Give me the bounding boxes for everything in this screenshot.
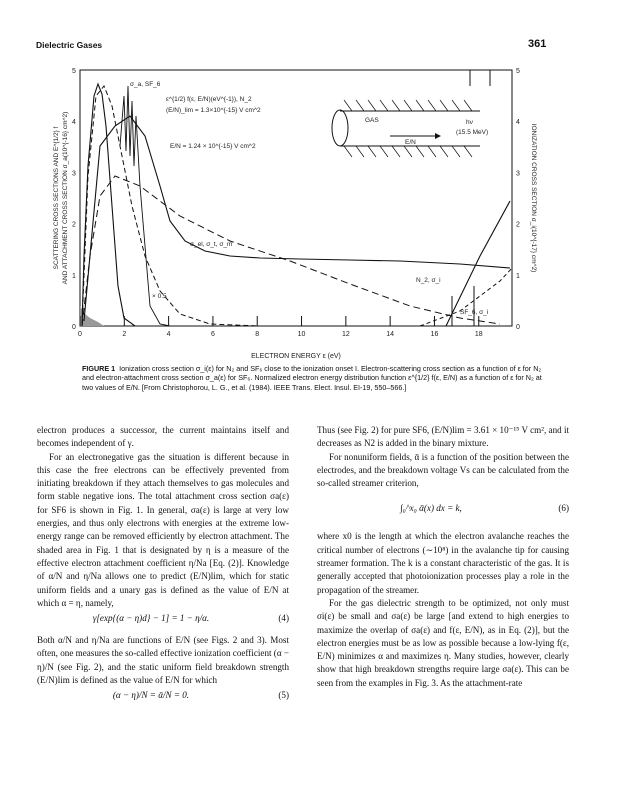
equation-4 <box>37 612 289 632</box>
x-tick-label: 10 <box>297 331 306 338</box>
y-tick-label-right: 2 <box>516 221 520 229</box>
label-el: E/N <box>405 139 416 146</box>
equation-number: (4) <box>278 613 289 624</box>
label-f1: ε^{1/2} f(ε, E/N)(eV^{-1}), N_2 <box>166 96 252 103</box>
figure-caption <box>82 364 552 392</box>
paragraph: For the gas dielectric strength to be optimized, not only must σi(ε) be small and σa(ε) be large [and extend to high energies to maximize the overlap of σa(ε) and f(ε, E/N), as in Eq. (2)], but the electron energies must be as low as possible because a low-lying f(ε, E/N) minimizes α and maximizes η. Many studies, however, clearly show that high breakdown strengths require large σa(ε). This can be seen from the examples in Fig. 3. As the attachment-rate <box>317 597 569 688</box>
y-tick-label-right: 5 <box>516 68 520 75</box>
y-tick-label-right: 0 <box>516 324 520 331</box>
x-tick-label: 18 <box>474 331 483 338</box>
equation-body: ∫₀^x₀ ᾱ(x) dx = k, <box>400 503 462 514</box>
x-tick-label: 4 <box>166 331 171 338</box>
x-tick-label: 0 <box>78 331 82 338</box>
label-f2: E/N = 1.24 × 10^{-15} V cm^2 <box>170 143 256 150</box>
equation-6 <box>317 492 569 528</box>
paragraph: electron produces a successor, the current maintains itself and becomes independent of γ. <box>37 425 289 449</box>
label-gas: GAS <box>365 117 379 124</box>
y-axis-label-2: AND ATTACHMENT CROSS SECTION σ_a(10^{-16} cm^2) <box>62 111 69 285</box>
equation-body: γ[exp{(α − η)d} − 1] = 1 − η/α. <box>92 613 210 624</box>
equation-body: (α − η)/N = ᾱ/N = 0. <box>112 690 190 701</box>
label-sigma-el: σ_el, σ_t, σ_m <box>190 241 233 248</box>
page-number: 361 <box>528 38 547 50</box>
equation-number: (6) <box>558 503 569 514</box>
label-f1b: (E/N)_lim = 1.3×10^{-15} V cm^2 <box>166 107 261 114</box>
paragraph: Both α/N and η/Na are functions of E/N (see Figs. 2 and 3). Most often, one measures the so-called effective ionization coefficient (α − η)/N (see Fig. 2), and the static uniform field breakdown strength (E/N)lim is defined as the value of E/N for which <box>37 635 289 686</box>
y-tick-label-right: 4 <box>516 119 520 127</box>
y-axis-label-1: SCATTERING CROSS SECTIONS AND E^{1/2} f <box>53 126 60 270</box>
label-hv-energy: (15.5 MeV) <box>456 129 489 136</box>
y-tick-label-left: 1 <box>72 272 76 280</box>
figure-1 <box>53 56 560 361</box>
caption-text: Ionization cross section σ_i(ε) for N₂ and SF₆ close to the ionization onset I. Electron-scattering cross section as a function of ε for N₂ and electron-attachment cross section σ_a(ε) for SF₆. Normalized electron energy distribution function ε^{1/2} f(ε, E/N) as a function of ε for N₂ at two values of E/N. [From Christophorou, L. G., et al. (1984). IEEE Trans. Elect. Insul. EI-19, 550–566.] <box>82 364 542 392</box>
x-tick-label: 16 <box>430 331 439 338</box>
x-tick-label: 14 <box>386 331 395 338</box>
paragraph: For an electronegative gas the situation is different because in this case the free electrons can be effectively prevented from initiating breakdown if they attach themselves to gas molecules and form stable negative ions. The total attachment cross section σa(ε) for SF6 is shown in Fig. 1. In general, σa(ε) is large at very low energies, and thus only electrons with energies at the extreme low-energy range can be removed efficiently by electron attachment. The shaded area in Fig. 1 that is designated by η is a measure of the effective electron attachment coefficient η/Na [Eq. (2)]. Knowledge of α/N and η/Na allows one to predict (E/N)lim, which for static uniform fields and a unary gas is defined as the value of E/N at which α = η, namely, <box>37 451 289 608</box>
right-column <box>317 424 569 690</box>
label-sf6-si: SF_6, σ_i <box>460 309 489 316</box>
equation-5 <box>37 689 289 709</box>
x-tick-label: 2 <box>122 331 127 338</box>
scaled-curve <box>120 86 170 326</box>
left-column <box>37 424 289 711</box>
distribution-curve-1 <box>82 86 260 326</box>
y-tick-label-left: 4 <box>72 119 76 127</box>
paragraph: Thus (see Fig. 2) for pure SF6, (E/N)lim = 3.61 × 10⁻¹⁵ V cm², and it decreases as N2 is added in the binary mixture. <box>317 425 569 449</box>
running-header: Dielectric Gases <box>36 40 103 50</box>
y-tick-label-left: 3 <box>72 170 76 178</box>
x-tick-label: 8 <box>255 331 260 338</box>
label-sigma-a: σ_a, SF_6 <box>130 81 161 88</box>
x-tick-label: 6 <box>210 331 215 338</box>
paragraph: For nonuniform fields, ᾱ is a function of the position between the electrodes, and the breakdown voltage Vs can be calculated from the so-called streamer criterion, <box>317 451 569 489</box>
paragraph: where x0 is the length at which the electron avalanche reaches the critical number of electrons (∼10⁸) in the avalanche tip for causing streamer formation. The k is a constant characteristic of the gas. It is generally accepted that photoionization processes play a role in the propagation of the streamer. <box>317 531 569 595</box>
x-tick-label: 12 <box>341 331 350 338</box>
y-tick-label-right: 1 <box>516 272 520 280</box>
y-tick-label-left: 5 <box>72 68 76 75</box>
equation-number: (5) <box>278 690 289 701</box>
label-n2-si: N_2, σ_i <box>416 277 441 284</box>
y-tick-label-left: 0 <box>72 324 76 331</box>
scattering-cross-section-curve <box>84 116 510 321</box>
y-axis-label-right: IONIZATION CROSS SECTION σ_i(10^{-17} cm^2) <box>530 123 537 273</box>
distribution-curve-2 <box>82 176 500 326</box>
label-x05: × 0.5 <box>152 293 167 300</box>
label-hv: hν <box>466 119 473 126</box>
y-tick-label-right: 3 <box>516 170 520 178</box>
y-tick-label-left: 2 <box>72 221 76 229</box>
caption-label: FIGURE 1 <box>82 364 116 373</box>
x-axis-label: ELECTRON ENERGY ε (eV) <box>251 353 341 360</box>
